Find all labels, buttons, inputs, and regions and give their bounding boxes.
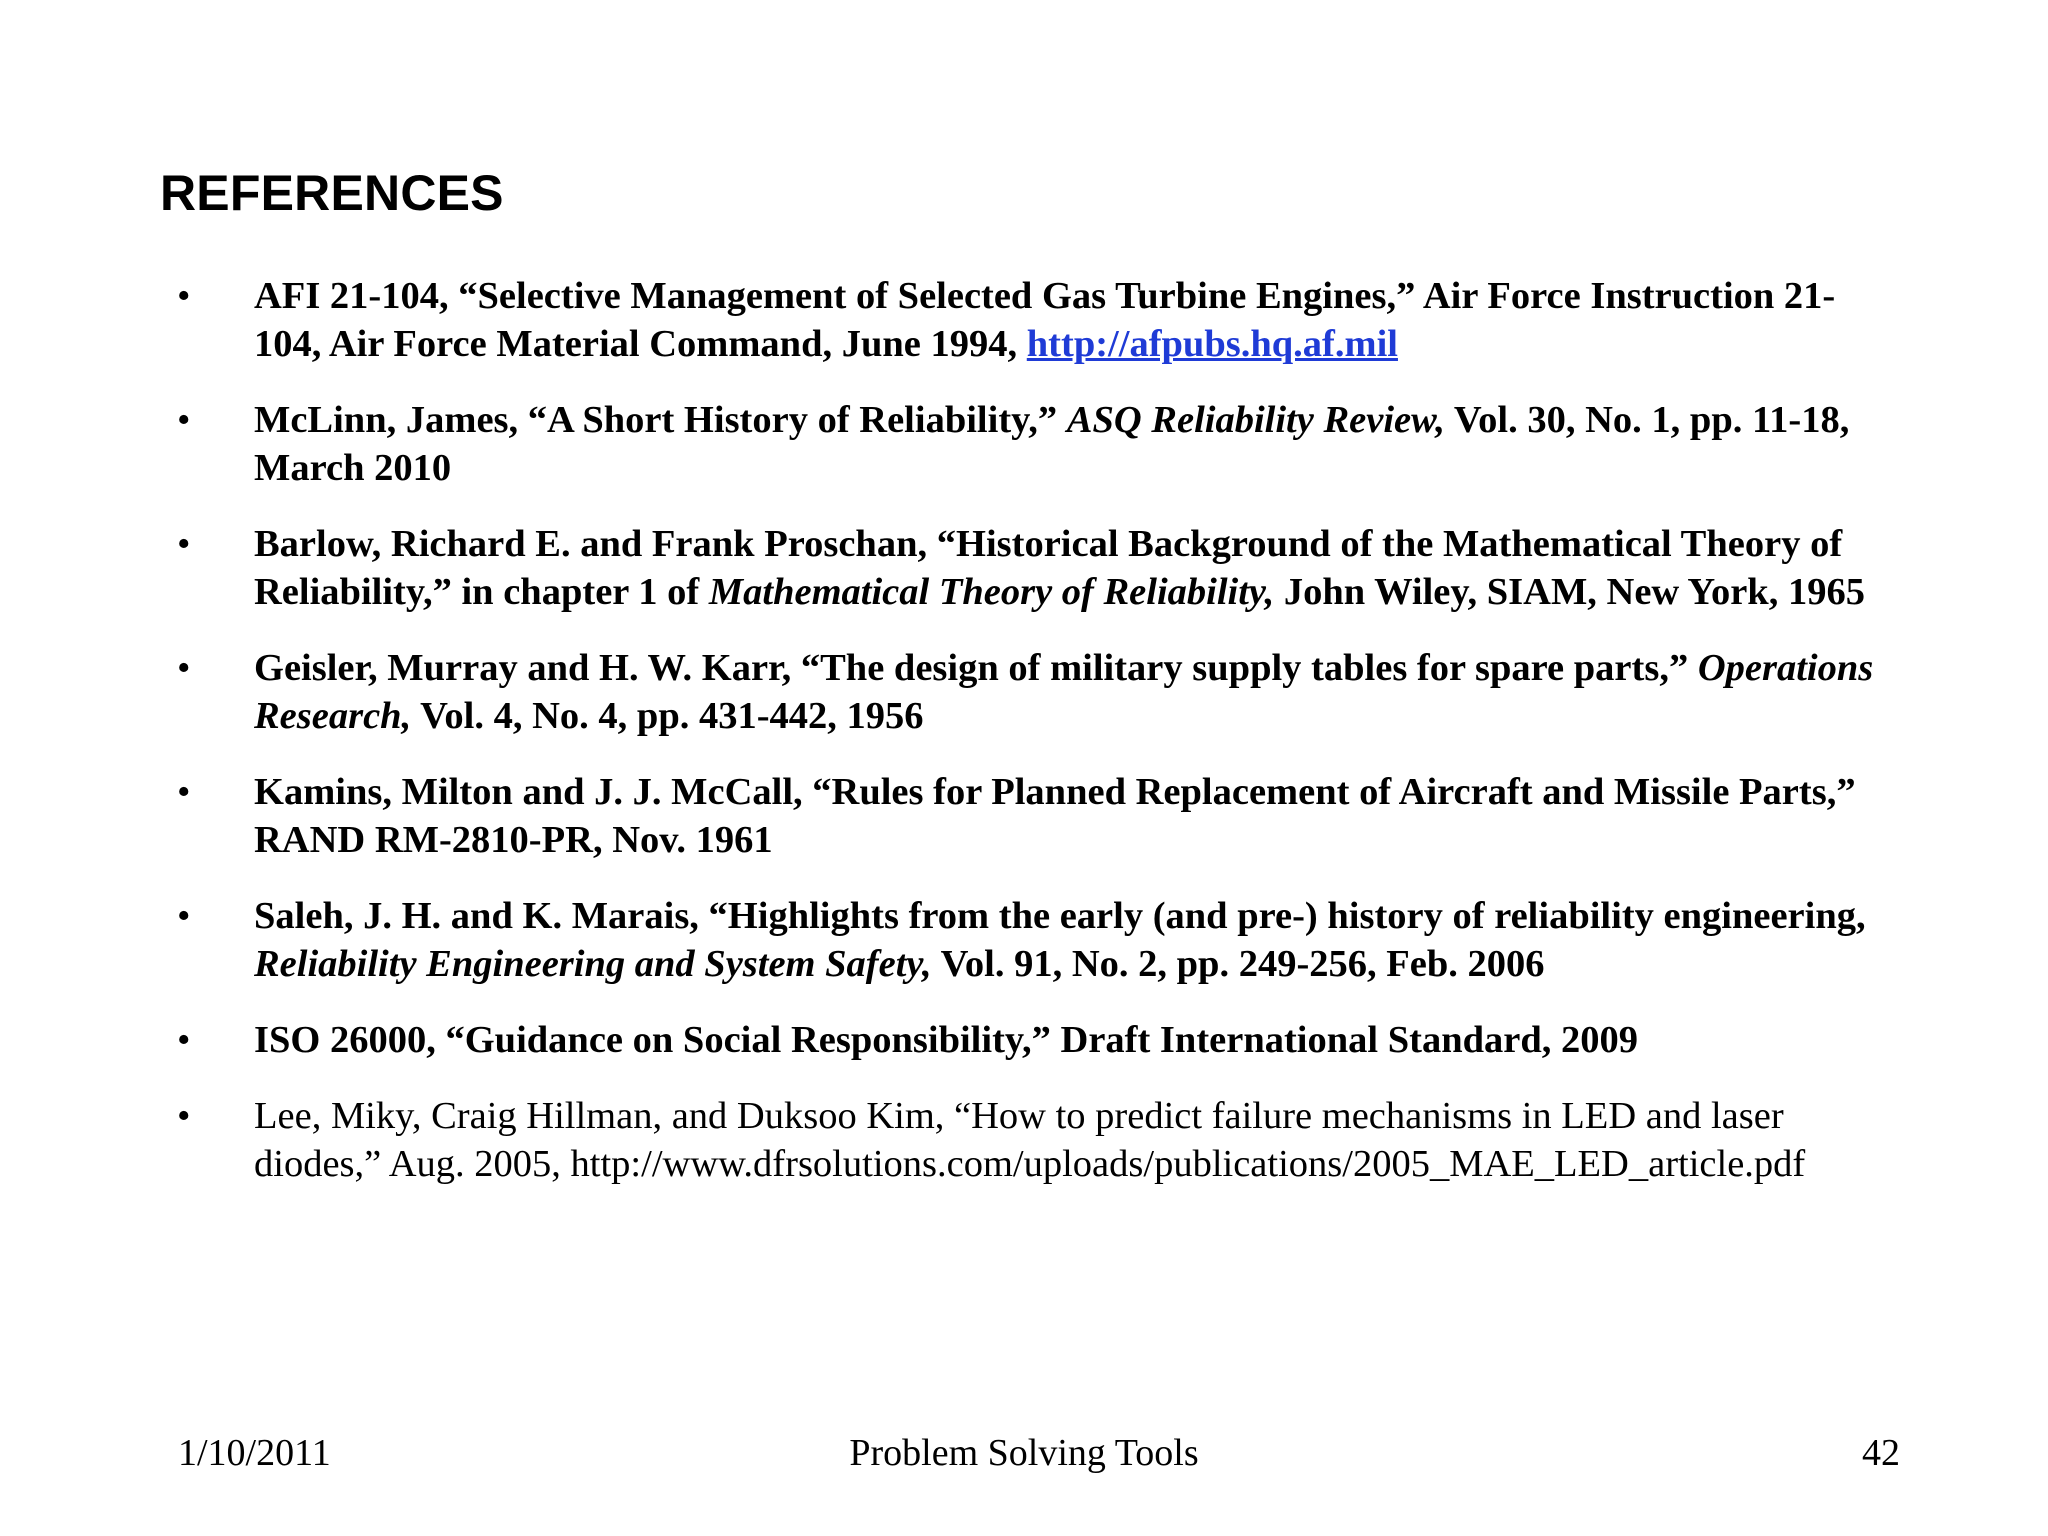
reference-text: Kamins, Milton and J. J. McCall, “Rules for Planned Replacement of Aircraft and Missile Parts,” RAND RM-2810-PR, Nov. 1961 [254, 771, 1856, 861]
bullet: • [177, 523, 191, 565]
reference-text: ISO 26000, “Guidance on Social Responsibility,” Draft International Standard, 2009 [254, 1019, 1639, 1061]
reference-text-tail: Vol. 30, No. 1, pp. 11-18, March 2010 [254, 399, 1850, 489]
bullet: • [177, 1095, 191, 1137]
reference-text-tail: John Wiley, SIAM, New York, 1965 [1274, 571, 1865, 613]
slide-title: REFERENCES [160, 165, 504, 221]
afpubs-link[interactable]: http://afpubs.hq.af.mil [1026, 323, 1398, 365]
reference-text-tail: Vol. 4, No. 4, pp. 431-442, 1956 [411, 695, 924, 737]
reference-item-iso [160, 1016, 1900, 1064]
footer-date: 1/10/2011 [178, 1432, 331, 1474]
reference-text: Lee, Miky, Craig Hillman, and Duksoo Kim, “How to predict failure mechanisms in LED and laser diodes,” Aug. 2005, http://www.dfrsolutions.com/uploads/publications/2005_MAE_LED_article.pdf [254, 1095, 1806, 1185]
page-number: 42 [1862, 1432, 1900, 1474]
reference-item-lee [160, 1092, 1900, 1188]
reference-list [160, 272, 1900, 1216]
reference-text: Barlow, Richard E. and Frank Proschan, “Historical Background of the Mathematical Theory of Reliability,” in chapter 1 of [254, 523, 1843, 613]
reference-text: Saleh, J. H. and K. Marais, “Highlights from the early (and pre-) history of reliability engineering, [254, 895, 1866, 937]
reference-item-saleh [160, 892, 1900, 988]
reference-item-geisler [160, 644, 1900, 740]
bullet: • [177, 895, 191, 937]
reference-item-afi [160, 272, 1900, 368]
reference-journal: Reliability Engineering and System Safety, [254, 943, 932, 985]
reference-text-tail: Vol. 91, No. 2, pp. 249-256, Feb. 2006 [931, 943, 1545, 985]
reference-item-mclinn [160, 396, 1900, 492]
footer-title: Problem Solving Tools [849, 1432, 1199, 1474]
bullet: • [177, 399, 191, 441]
reference-text: McLinn, James, “A Short History of Reliability,” [254, 399, 1067, 441]
reference-text: Geisler, Murray and H. W. Karr, “The design of military supply tables for spare parts,” [254, 647, 1698, 689]
bullet: • [177, 1019, 191, 1061]
reference-journal: ASQ Reliability Review, [1066, 399, 1445, 441]
reference-book: Mathematical Theory of Reliability, [708, 571, 1275, 613]
bullet: • [177, 647, 191, 689]
reference-item-barlow [160, 520, 1900, 616]
reference-journal: Operations Research, [254, 647, 1874, 737]
bullet: • [177, 275, 191, 317]
reference-text: AFI 21-104, “Selective Management of Selected Gas Turbine Engines,” Air Force Instruction 21-104, Air Force Material Command, June 1994, [254, 275, 1836, 365]
reference-item-kamins [160, 768, 1900, 864]
bullet: • [177, 771, 191, 813]
